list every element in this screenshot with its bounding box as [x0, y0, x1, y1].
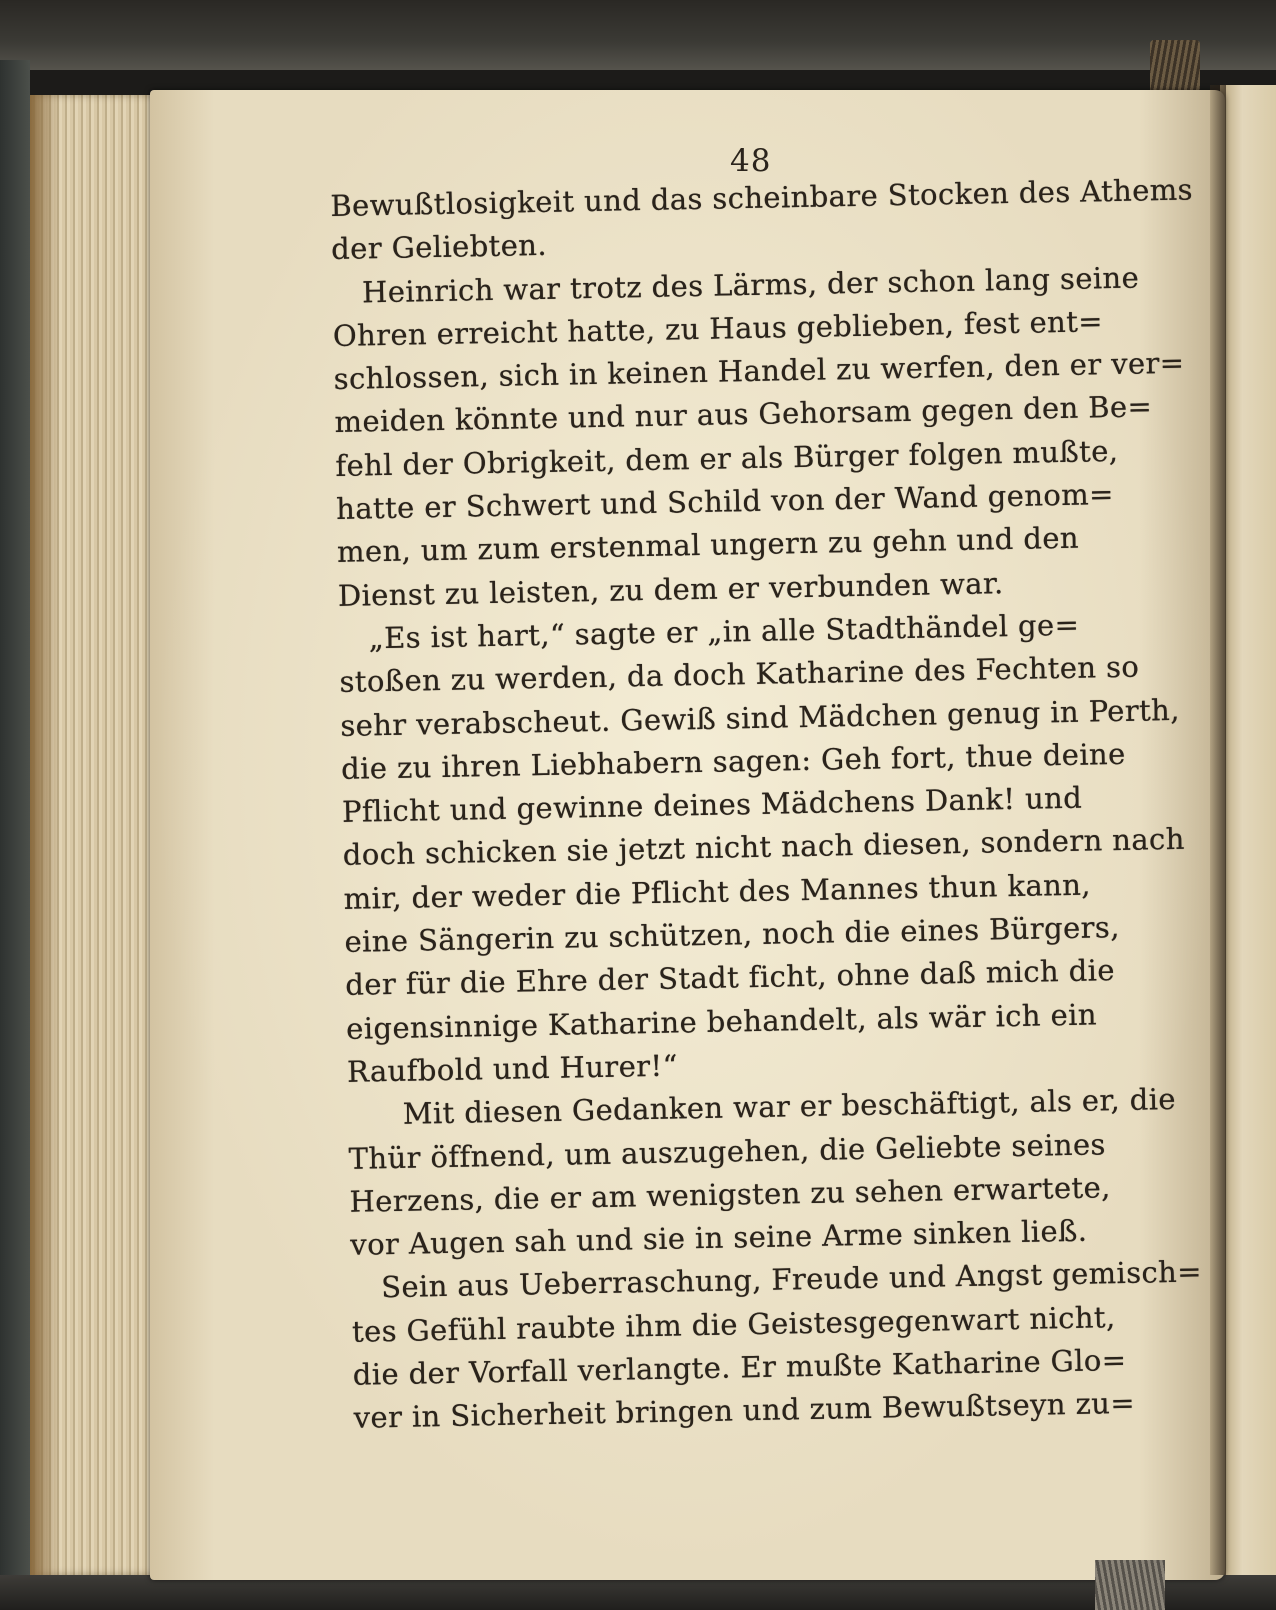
text-line: „Es ist hart,“ sagte er „in alle Stadthändel ge=	[368, 607, 1080, 656]
text-line: fehl der Obrigkeit, dem er als Bürger folgen mußte,	[335, 433, 1119, 483]
text-line: stoßen zu werden, da doch Katharine des Fechten so	[339, 649, 1140, 700]
text-line: sehr verabscheut. Gewiß sind Mädchen genug in Perth,	[340, 692, 1181, 743]
facing-page	[1220, 85, 1276, 1575]
text-line: Thür öffnend, um auszugehen, die Geliebte seines	[348, 1126, 1107, 1176]
page-number: 48	[730, 143, 772, 179]
text-line: tes Gefühl raubte ihm die Geistesgegenwart nicht,	[351, 1299, 1116, 1349]
text-line: Sein aus Ueberraschung, Freude und Angst gemisch=	[380, 1254, 1203, 1305]
text-line: Bewußtlosigkeit und das scheinbare Stocken des Athems	[330, 172, 1194, 223]
text-line: doch schicken sie jetzt nicht nach diesen, sondern nach	[342, 822, 1186, 873]
bookmark-ribbon-end	[1095, 1560, 1165, 1610]
page-edges-shadow	[30, 95, 60, 1575]
text-line: eine Sängerin zu schützen, noch die eines Bürgers,	[344, 910, 1121, 959]
book-gutter	[1210, 85, 1226, 1575]
text-line: meiden könnte und nur aus Gehorsam gegen den Be=	[334, 389, 1153, 440]
text-line: vor Augen sah und sie in seine Arme sinken ließ.	[350, 1213, 1088, 1262]
text-line: die der Vorfall verlangte. Er mußte Katharine Glo=	[352, 1342, 1127, 1392]
text-line: Heinrich war trotz des Lärms, der schon lang seine	[361, 260, 1140, 309]
text-line: Raufbold und Hurer!“	[346, 1048, 679, 1089]
text-line: die zu ihren Liebhabern sagen: Geh fort, thue deine	[340, 736, 1126, 786]
text-line: Pflicht und gewinne deines Mädchens Dank! und	[341, 780, 1083, 830]
text-line: Mit diesen Gedanken war er beschäftigt, als er, die	[402, 1082, 1177, 1132]
text-line: Herzens, die er am wenigsten zu sehen erwartete,	[349, 1170, 1112, 1219]
text-line: eigensinnige Katharine behandelt, als wär ich ein	[345, 997, 1098, 1046]
text-line: hatte er Schwert und Schild von der Wand genom=	[335, 477, 1115, 527]
text-line: der Geliebten.	[330, 228, 548, 267]
text-line: mir, der weder die Pflicht des Mannes thun kann,	[343, 867, 1092, 916]
text-line: ver in Sicherheit bringen und zum Bewußtseyn zu=	[353, 1386, 1136, 1436]
book-cover-top	[0, 0, 1276, 70]
text-line: men, um zum erstenmal ungern zu gehn und den	[336, 521, 1080, 570]
book-cover-left	[0, 60, 30, 1580]
text-line: Ohren erreicht hatte, zu Haus geblieben, fest ent=	[332, 304, 1104, 353]
text-line: der für die Ehre der Stadt ficht, ohne daß mich die	[345, 953, 1116, 1003]
text-line: Dienst zu leisten, zu dem er verbunden war.	[337, 565, 1004, 613]
page-text	[330, 169, 1203, 1441]
text-line: schlossen, sich in keinen Handel zu werfen, den er ver=	[333, 345, 1185, 397]
book-cover-bottom	[0, 1575, 1276, 1610]
